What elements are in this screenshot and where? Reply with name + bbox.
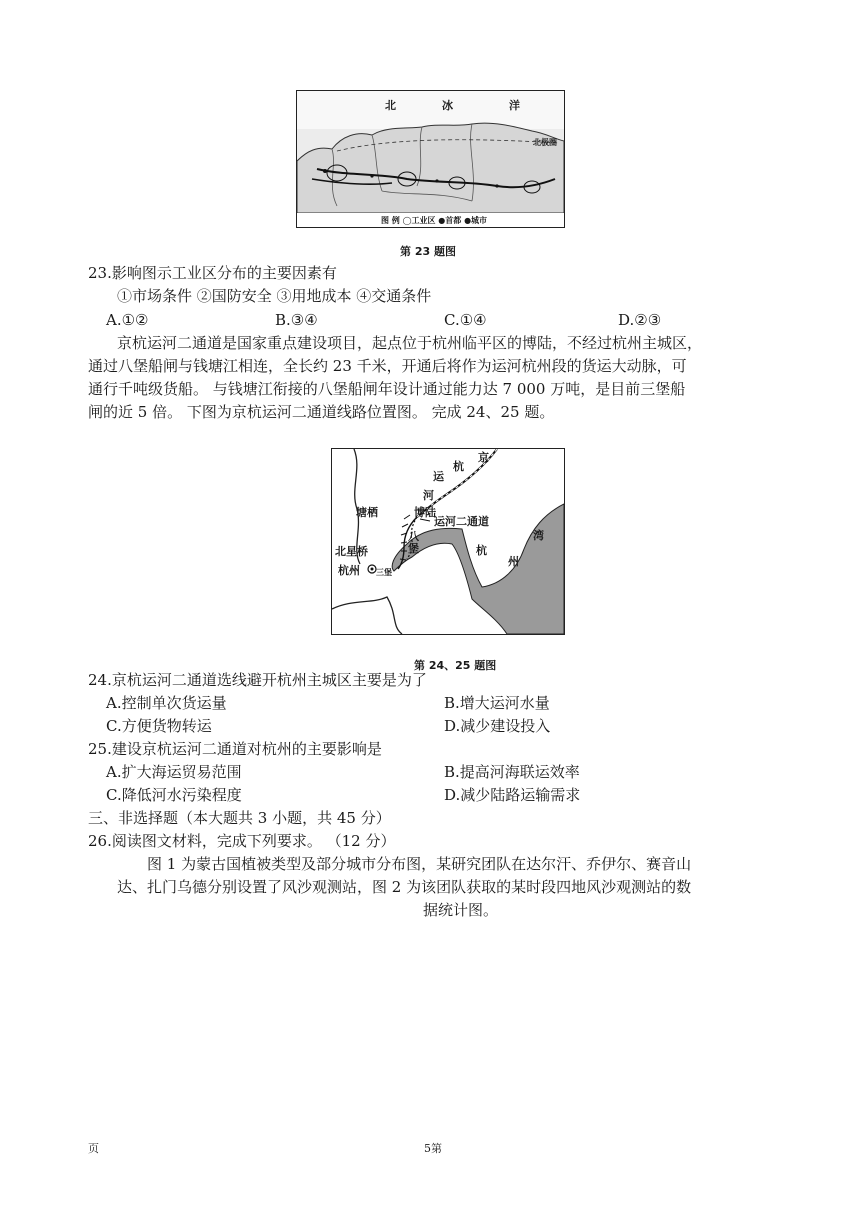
ocean-char-bei: 北	[385, 99, 396, 112]
question-26-stem: 26.阅读图文材料，完成下列要求。 （12 分）	[88, 832, 396, 850]
question-24-option-d: D.减少建设投入	[444, 717, 551, 735]
figure-24-25-caption: 第 24、25 题图	[414, 659, 497, 672]
ocean-char-yang: 洋	[509, 99, 520, 112]
passage-line-4: 闸的近 5 倍。 下图为京杭运河二通道线路位置图。 完成 24、25 题。	[88, 403, 555, 421]
question-24-stem: 24.京杭运河二通道选线避开杭州主城区主要是为了	[88, 671, 427, 689]
question-23-option-c: C.①④	[444, 311, 487, 329]
label-yun: 运	[433, 470, 444, 483]
label-bay-zhou: 州	[508, 555, 519, 568]
label-bay-hang: 杭	[476, 544, 487, 557]
passage-line-2: 通过八堡船闸与钱塘江相连，全长约 23 千米，开通后将作为运河杭州段的货运大动脉，可	[88, 357, 687, 375]
question-25-option-d: D.减少陆路运输需求	[444, 786, 581, 804]
passage-line-3: 通行千吨级货船。 与钱塘江衔接的八堡船闸年设计通过能力达 7 000 万吨，是目前三堡船	[88, 380, 686, 398]
label-bapu: 八堡	[408, 530, 419, 555]
label-wan: 湾	[533, 529, 544, 542]
question-24-option-c: C.方便货物转运	[106, 717, 212, 735]
question-23-option-d: D.②③	[618, 311, 662, 329]
arctic-circle-label: 北极圈	[533, 138, 557, 147]
footer-page-number: 5第	[424, 1142, 442, 1155]
question-25-stem: 25.建设京杭运河二通道对杭州的主要影响是	[88, 740, 382, 758]
question-23-items: ①市场条件 ②国防安全 ③用地成本 ④交通条件	[117, 287, 432, 305]
label-canal-2: 运河二通道	[434, 515, 489, 528]
label-tangqi: 塘栖	[356, 506, 378, 519]
map-legend: 图 例 ◯工业区 ●首都 ●城市	[381, 216, 488, 225]
label-hangzhou: 杭州	[338, 564, 360, 577]
question-23-option-b: B.③④	[275, 311, 318, 329]
label-bolu: 博陆	[414, 506, 436, 519]
question-26-text-2: 达、扎门乌德分别设置了风沙观测站，图 2 为该团队获取的某时段四地风沙观测站的数	[117, 878, 692, 896]
question-25-option-b: B.提高河海联运效率	[444, 763, 580, 781]
question-23-stem: 23.影响图示工业区分布的主要因素有	[88, 264, 337, 282]
footer-left: 页	[88, 1142, 99, 1155]
label-hang: 杭	[453, 460, 464, 473]
ocean-char-bing: 冰	[442, 99, 453, 112]
canal-map-graphic	[332, 449, 564, 634]
question-26-text-1: 图 1 为蒙古国植被类型及部分城市分布图，某研究团队在达尔汗、乔伊尔、赛音山	[147, 855, 692, 873]
figure-23-caption: 第 23 题图	[400, 245, 456, 258]
question-25-option-a: A.扩大海运贸易范围	[106, 763, 242, 781]
figure-23-map	[296, 90, 565, 228]
question-25-option-c: C.降低河水污染程度	[106, 786, 242, 804]
eurasia-map-graphic	[297, 91, 564, 227]
label-sanpu: 三堡	[376, 568, 392, 577]
label-beixingqiao: 北星桥	[335, 545, 368, 558]
question-24-option-a: A.控制单次货运量	[106, 694, 227, 712]
figure-24-25-map	[331, 448, 565, 635]
question-26-text-3: 据统计图。	[423, 901, 499, 919]
passage-line-1: 京杭运河二通道是国家重点建设项目，起点位于杭州临平区的博陆，不经过杭州主城区，	[117, 334, 703, 352]
section-3-heading: 三、非选择题（本大题共 3 小题，共 45 分）	[88, 809, 391, 827]
label-jing: 京	[478, 451, 489, 464]
label-he: 河	[423, 489, 434, 502]
question-23-option-a: A.①②	[106, 311, 149, 329]
question-24-option-b: B.增大运河水量	[444, 694, 550, 712]
